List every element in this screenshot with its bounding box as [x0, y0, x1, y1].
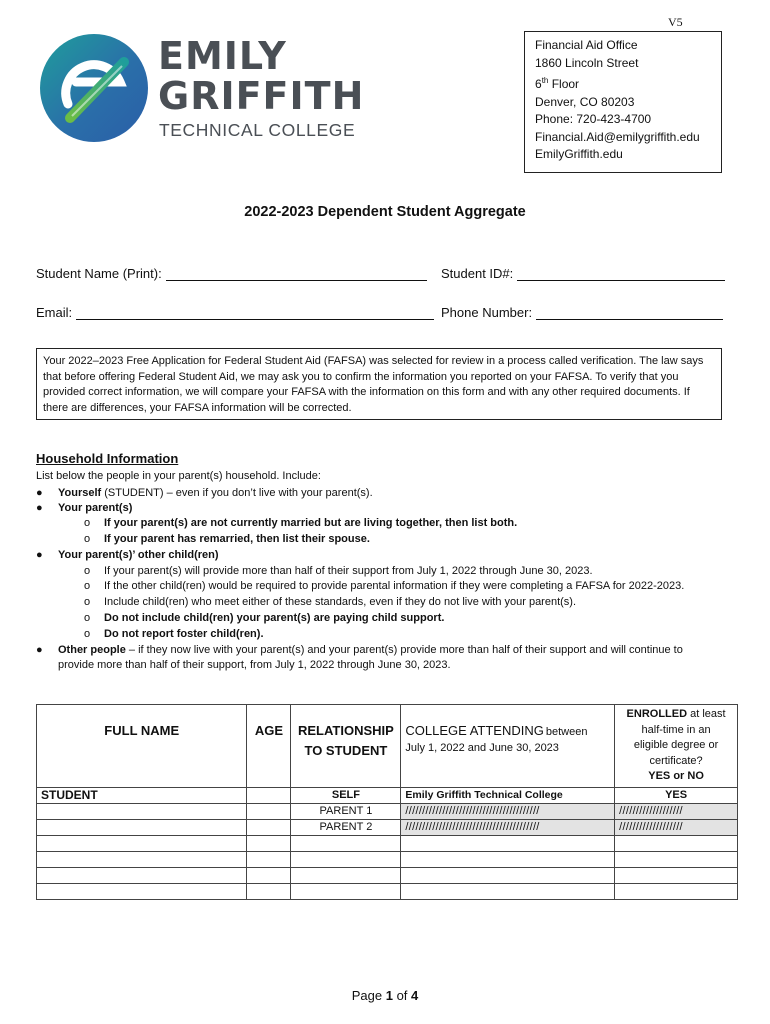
table-row-student [37, 787, 738, 803]
sub-bullet-children-2: o If the other child(ren) would be required to provide parental information if they were completing a FAFSA for 2022-2023. [84, 580, 685, 592]
college-logo [38, 32, 368, 147]
logo-word-technical-college: TECHNICAL COLLEGE [159, 120, 356, 140]
sub-bullet-marker: o [84, 612, 91, 624]
office-street: 1860 Lincoln Street [535, 55, 639, 70]
sub-bullet-parents-1: o If your parent(s) are not currently married but are living together, then list both. [84, 517, 518, 529]
sub-bullet-children-1: o If your parent(s) will provide more than half of their support from July 1, 2022 through June 30, 2023. [84, 565, 593, 577]
household-table-header [37, 705, 738, 788]
cell-age[interactable] [247, 819, 291, 835]
cell-enrolled-blocked: /////////////////// [615, 803, 738, 819]
cell-age[interactable] [247, 883, 291, 899]
logo-word-emily: EMILY [158, 34, 287, 78]
office-phone: Phone: 720-423-4700 [535, 112, 652, 126]
student-id-field[interactable] [441, 266, 725, 281]
student-id-line[interactable] [517, 266, 725, 281]
phone-line[interactable] [536, 305, 723, 320]
cell-relationship[interactable] [291, 835, 401, 851]
cell-relationship[interactable] [291, 883, 401, 899]
bullet-marker: ● [36, 502, 43, 514]
sub-bullet-marker: o [84, 628, 91, 640]
sub-bullet-marker: o [84, 565, 91, 577]
table-row-parent-1 [37, 803, 738, 819]
student-name-line[interactable] [166, 266, 427, 281]
cell-name[interactable]: STUDENT [37, 787, 247, 803]
email-field[interactable] [36, 305, 434, 320]
cell-enrolled[interactable] [615, 851, 738, 867]
cell-relationship: PARENT 2 [291, 819, 401, 835]
cell-relationship[interactable] [291, 867, 401, 883]
cell-college-blocked: //////////////////////////////////////// [401, 819, 615, 835]
cell-relationship: PARENT 1 [291, 803, 401, 819]
office-website: EmilyGriffith.edu [535, 147, 623, 161]
cell-name[interactable] [37, 819, 247, 835]
cell-age[interactable] [247, 851, 291, 867]
email-line[interactable] [76, 305, 434, 320]
cell-college[interactable] [401, 835, 615, 851]
bullet-yourself: ● Yourself (STUDENT) – even if you don’t live with your parent(s). [36, 487, 373, 499]
table-row [37, 835, 738, 851]
household-table [36, 704, 738, 900]
cell-enrolled[interactable] [615, 883, 738, 899]
cell-enrolled-blocked: /////////////////// [615, 819, 738, 835]
cell-name[interactable] [37, 883, 247, 899]
table-row [37, 867, 738, 883]
document-title: 2022-2023 Dependent Student Aggregate [244, 204, 526, 220]
office-address-box [524, 31, 722, 173]
email-label: Email: [36, 305, 73, 320]
sub-bullet-children-4: o Do not include child(ren) your parent(s) are paying child support. [84, 612, 445, 624]
cell-college: Emily Griffith Technical College [401, 787, 615, 803]
phone-field[interactable] [441, 305, 723, 320]
cell-enrolled[interactable] [615, 835, 738, 851]
bullet-parents: ● Your parent(s) [36, 502, 133, 514]
emily-griffith-logo-mark [38, 32, 150, 144]
sub-bullet-marker: o [84, 580, 91, 592]
bullet-other-people: ● Other people – if they now live with your parent(s) and your parent(s) provide more than half of their support and will continue to [36, 644, 683, 656]
cell-name[interactable] [37, 803, 247, 819]
cell-college[interactable] [401, 883, 615, 899]
office-city: Denver, CO 80203 [535, 94, 635, 109]
cell-relationship: SELF [291, 787, 401, 803]
logo-word-griffith: GRIFFITH [158, 74, 365, 118]
header-age: AGE [247, 705, 291, 788]
cell-college[interactable] [401, 867, 615, 883]
verification-notice: Your 2022–2023 Free Application for Federal Student Aid (FAFSA) was selected for review in a process called verification. The law says that before offering Federal Student Aid, we may ask you to confirm the information you reported on your FAFSA. To verify that you provided correct information, we will compare your FAFSA with the information on this form and with any other required documents. If there are differences, your FAFSA information will be corrected. [36, 348, 722, 420]
header-enrolled: ENROLLED at least half-time in an eligible degree or certificate? YES or NO [615, 705, 738, 788]
cell-name[interactable] [37, 835, 247, 851]
bullet-other-children: ● Your parent(s)’ other child(ren) [36, 549, 219, 561]
header-relationship: RELATIONSHIP TO STUDENT [291, 705, 401, 788]
office-floor: 6th Floor [535, 76, 580, 91]
bullet-marker: ● [36, 487, 43, 499]
cell-relationship[interactable] [291, 851, 401, 867]
version-label: V5 [668, 15, 683, 29]
table-row [37, 851, 738, 867]
cell-enrolled: YES [615, 787, 738, 803]
table-row [37, 883, 738, 899]
office-email: Financial.Aid@emilygriffith.edu [535, 129, 700, 144]
table-row-parent-2 [37, 819, 738, 835]
cell-age[interactable] [247, 867, 291, 883]
cell-enrolled[interactable] [615, 867, 738, 883]
sub-bullet-marker: o [84, 596, 91, 608]
office-name: Financial Aid Office [535, 38, 638, 52]
cell-name[interactable] [37, 851, 247, 867]
sub-bullet-parents-2: o If your parent has remarried, then list their spouse. [84, 533, 370, 545]
sub-bullet-children-5: o Do not report foster child(ren). [84, 628, 264, 640]
bullet-marker: ● [36, 549, 43, 561]
sub-bullet-children-3: o Include child(ren) who meet either of these standards, even if they do not live with your parent(s). [84, 596, 577, 608]
student-id-label: Student ID#: [441, 266, 514, 281]
phone-label: Phone Number: [441, 305, 533, 320]
household-intro: List below the people in your parent(s) household. Include: [36, 470, 321, 482]
bullet-marker: ● [36, 644, 43, 656]
cell-age[interactable] [247, 835, 291, 851]
student-name-label: Student Name (Print): [36, 266, 162, 281]
cell-college[interactable] [401, 851, 615, 867]
cell-name[interactable] [37, 867, 247, 883]
cell-age[interactable] [247, 803, 291, 819]
page-footer: Page 1 of 4 [351, 988, 419, 1003]
cell-age[interactable] [247, 787, 291, 803]
header-college-attending: COLLEGE ATTENDING between July 1, 2022 and June 30, 2023 [401, 705, 615, 788]
sub-bullet-marker: o [84, 533, 91, 545]
header-full-name: FULL NAME [37, 705, 247, 788]
household-section-title: Household Information [36, 451, 179, 466]
bullet-other-people-cont: provide more than half of their support, from July 1, 2022 through June 30, 2023. [58, 659, 451, 671]
cell-college-blocked: //////////////////////////////////////// [401, 803, 615, 819]
student-name-field[interactable] [36, 266, 427, 281]
sub-bullet-marker: o [84, 517, 91, 529]
